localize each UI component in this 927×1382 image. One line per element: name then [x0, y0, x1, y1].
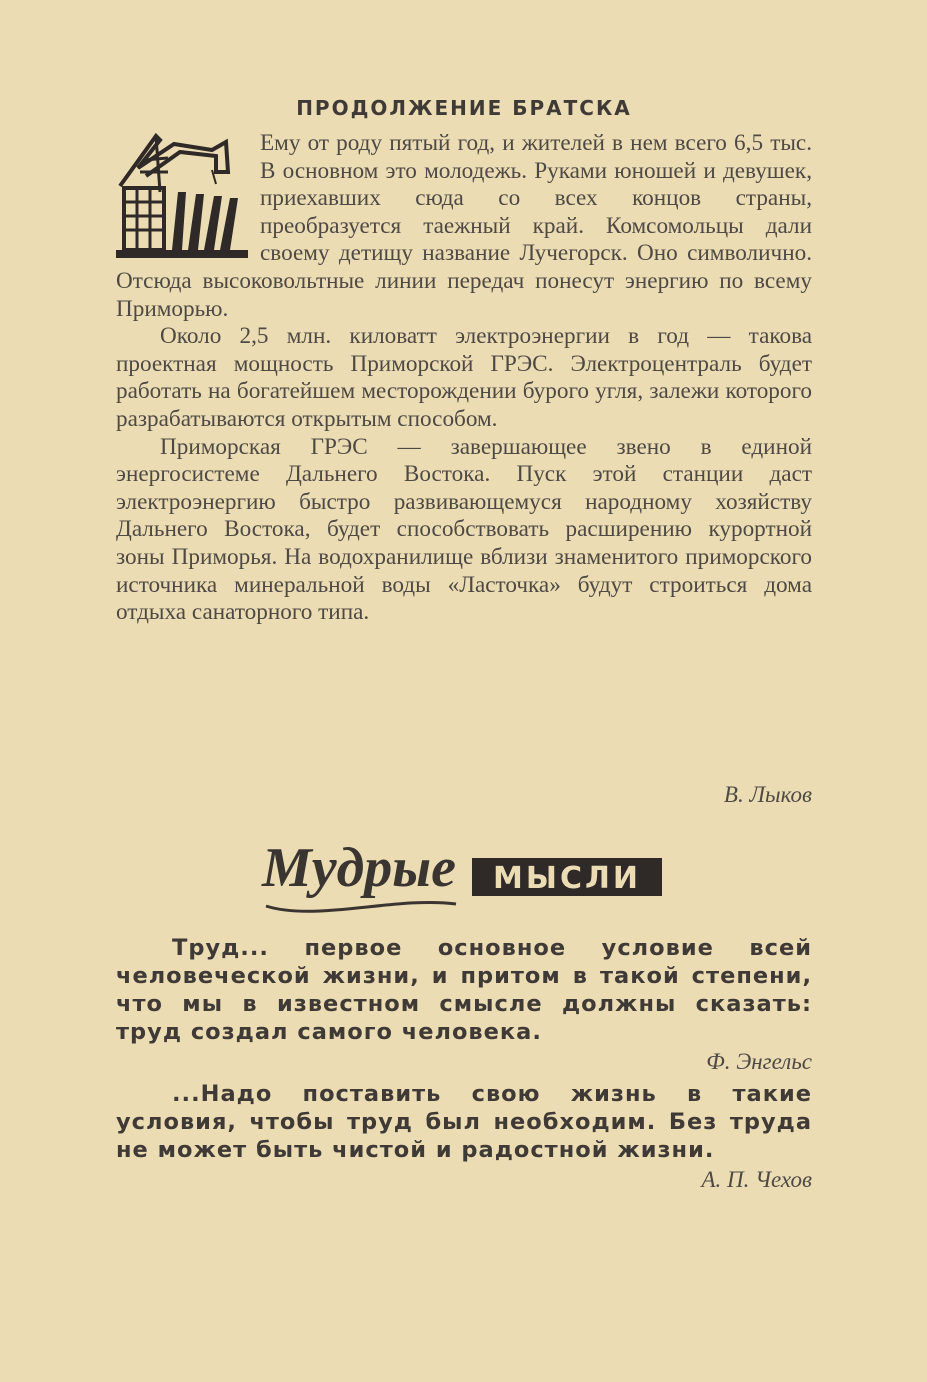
wise-thoughts-heading [256, 826, 668, 922]
article-title: ПРОДОЛЖЕНИЕ БРАТСКА [296, 96, 632, 120]
heading-script-word: Мудрые [262, 837, 456, 899]
construction-crane-illustration [116, 132, 248, 260]
quote-author: А. П. Чехов [701, 1167, 812, 1192]
heading-flourish [266, 902, 456, 911]
article-paragraph: Ему от роду пятый год, и жителей в нем всего 6,5 тыс. В основном это молодежь. Руками юношей и девушек, приехавших сюда со всех концов страны, преобразуется таежный край. Комсомольцы дали своему детищу название Лучегорск. Оно символично. Отсюда высоковольтные линии передач понесут энергию по всему Приморью. [116, 130, 812, 322]
quotes-block [116, 934, 812, 1198]
quote-text: ...Надо поставить свою жизнь в такие условия, чтобы труд был необходим. Без труда не может быть чистой и радостной жизни. [116, 1081, 812, 1163]
article-body [116, 130, 812, 627]
heading-block-word: МЫСЛИ [493, 861, 641, 896]
article-paragraph: Около 2,5 млн. киловатт электроэнергии в год — такова проектная мощность Приморской ГРЭС. Электроцентраль будет работать на богатейшем месторождении бурого угля, залежи которого разрабатываются открытым способом. [116, 323, 812, 432]
quote-author: Ф. Энгельс [706, 1049, 812, 1074]
quote-text: Труд... первое основное условие всей человеческой жизни, и притом в такой степени, что мы в известном смысле должны сказать: труд создал самого человека. [116, 935, 812, 1045]
article-paragraph: Приморская ГРЭС — завершающее звено в единой энергосистеме Дальнего Востока. Пуск этой станции даст электроэнергию быстро развивающемуся народному хозяйству Дальнего Востока, будет способствовать расширению курортной зоны Приморья. На водохранилище вблизи знаменитого приморского источника минеральной воды «Ласточка» будут строиться дома отдыха санаторного типа. [116, 433, 812, 626]
article-author: В. Лыков [723, 782, 812, 807]
